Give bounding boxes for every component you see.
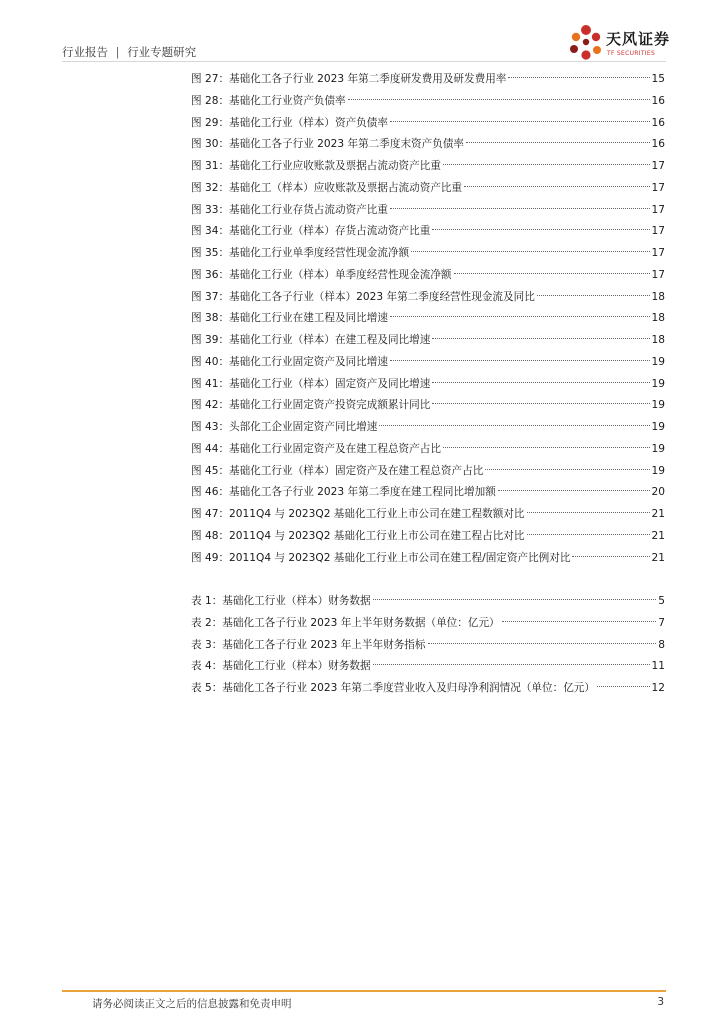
toc-entry-label: 图 45：基础化工行业（样本）固定资产及在建工程总资产占比	[191, 464, 484, 477]
toc-entry-label: 图 37：基础化工各子行业（样本）2023 年第二季度经营性现金流及同比	[191, 290, 535, 303]
dot-leader	[373, 587, 657, 600]
header-separator: |	[115, 45, 120, 59]
toc-entry-label: 图 40：基础化工行业固定资产及同比增速	[191, 355, 388, 368]
dot-leader	[432, 326, 649, 339]
dot-leader	[572, 544, 649, 557]
toc-entry-label: 图 46：基础化工各子行业 2023 年第二季度在建工程同比增加额	[191, 486, 496, 499]
dot-leader	[443, 435, 650, 448]
toc-entry-page: 17	[651, 247, 665, 259]
toc-entry-page: 8	[658, 638, 665, 651]
toc-entry-label: 表 5：基础化工各子行业 2023 年第二季度营业收入及归母净利润情况（单位：亿元）	[191, 682, 595, 694]
toc-entry-label: 图 48：2011Q4 与 2023Q2 基础化工行业上市公司在建工程占比对比	[191, 529, 525, 542]
dot-leader	[432, 391, 649, 404]
toc-entry-label: 图 29：基础化工行业（样本）资产负债率	[191, 116, 388, 129]
toc-entry-page: 16	[651, 116, 665, 129]
toc-entry-page: 19	[651, 377, 665, 390]
toc-entry-label: 图 28：基础化工行业资产负债率	[191, 94, 346, 107]
toc-entry-label: 表 4：基础化工行业（样本）财务数据	[191, 660, 371, 673]
toc-entry-page: 12	[651, 682, 665, 694]
figure-list	[191, 69, 665, 569]
tf-securities-logo	[566, 22, 676, 64]
dot-leader	[443, 152, 650, 165]
toc-entry-label: 图 39：基础化工行业（样本）在建工程及同比增速	[191, 334, 431, 346]
toc-entry-page: 17	[651, 268, 665, 281]
toc-entry-page: 21	[651, 551, 665, 564]
toc-entry-page: 19	[651, 399, 665, 412]
toc-entry-label: 图 35：基础化工行业单季度经营性现金流净额	[191, 247, 410, 259]
dot-leader	[390, 348, 650, 361]
dot-leader	[498, 478, 650, 491]
dot-leader	[390, 109, 650, 122]
toc-entry-page: 19	[651, 355, 665, 368]
toc-entry-label: 图 34：基础化工行业（样本）存货占流动资产比重	[191, 225, 431, 238]
dot-leader	[432, 217, 649, 230]
toc-entry-page: 15	[651, 73, 665, 85]
toc-entry-label: 图 33：基础化工行业存货占流动资产比重	[191, 203, 388, 216]
toc-entry-label: 图 41：基础化工行业（样本）固定资产及同比增速	[191, 377, 431, 390]
report-category: 行业报告	[62, 45, 108, 59]
toc-entry-page: 19	[651, 442, 665, 455]
header-divider	[62, 61, 666, 62]
table-toc-entry[interactable]	[191, 678, 665, 700]
dot-leader	[466, 130, 650, 143]
dot-leader	[373, 652, 650, 665]
toc-entry-label: 表 3：基础化工各子行业 2023 年上半年财务指标	[191, 638, 426, 651]
footer-divider	[62, 990, 666, 992]
dot-leader	[508, 65, 649, 78]
dot-leader	[527, 522, 650, 535]
toc-entry-page: 16	[651, 138, 665, 151]
toc-entry-page: 18	[651, 312, 665, 325]
table-list	[191, 591, 665, 700]
dot-leader	[428, 631, 657, 644]
dot-leader	[485, 457, 649, 470]
logo-flower-icon	[566, 22, 606, 64]
toc-entry-page: 17	[651, 203, 665, 216]
toc-entry-page: 5	[658, 595, 665, 607]
logo-name-cn: 天风证券	[606, 30, 671, 48]
toc-entry-page: 18	[651, 290, 665, 303]
figure-toc-entry[interactable]	[191, 548, 665, 570]
logo-name-en: TF SECURITIES	[607, 50, 656, 57]
toc-entry-page: 18	[651, 334, 665, 346]
toc-entry-page: 11	[651, 660, 665, 673]
table-toc-entry[interactable]	[191, 656, 665, 678]
toc-entry-label: 表 1：基础化工行业（样本）财务数据	[191, 595, 371, 607]
toc-entry-label: 图 43：头部化工企业固定资产同比增速	[191, 421, 378, 433]
toc-entry-page: 17	[651, 225, 665, 238]
toc-entry-page: 17	[651, 160, 665, 172]
toc-entry-label: 图 32：基础化工（样本）应收账款及票据占流动资产比重	[191, 181, 463, 194]
toc-entry-label: 图 47：2011Q4 与 2023Q2 基础化工行业上市公司在建工程数额对比	[191, 508, 525, 520]
report-header	[62, 44, 196, 60]
toc-entry-label: 表 2：基础化工各子行业 2023 年上半年财务数据（单位：亿元）	[191, 616, 500, 629]
dot-leader	[464, 174, 649, 187]
toc-entry-label: 图 30：基础化工各子行业 2023 年第二季度末资产负债率	[191, 138, 465, 151]
dot-leader	[348, 87, 650, 100]
dot-leader	[411, 239, 649, 252]
toc-entry-label: 图 42：基础化工行业固定资产投资完成额累计同比	[191, 399, 431, 412]
toc-entry-page: 16	[651, 94, 665, 107]
toc-entry-page: 19	[651, 464, 665, 477]
dot-leader	[537, 283, 650, 296]
dot-leader	[432, 370, 649, 383]
toc-entry-label: 图 49：2011Q4 与 2023Q2 基础化工行业上市公司在建工程/固定资产比例对比	[191, 551, 571, 564]
toc-entry-page: 7	[658, 616, 665, 629]
toc-entry-page: 21	[651, 529, 665, 542]
toc-entry-label: 图 44：基础化工行业固定资产及在建工程总资产占比	[191, 442, 441, 455]
toc-entry-label: 图 38：基础化工行业在建工程及同比增速	[191, 312, 388, 325]
toc-entry-label: 图 27：基础化工各子行业 2023 年第二季度研发费用及研发费用率	[191, 73, 507, 85]
toc-entry-page: 21	[651, 508, 665, 520]
dot-leader	[597, 674, 650, 687]
toc-entry-label: 图 31：基础化工行业应收账款及票据占流动资产比重	[191, 160, 441, 172]
dot-leader	[390, 304, 650, 317]
toc-entry-label: 图 36：基础化工行业（样本）单季度经营性现金流净额	[191, 268, 452, 281]
page-number: 3	[657, 996, 664, 1008]
dot-leader	[502, 609, 657, 622]
dot-leader	[390, 196, 650, 209]
toc-entry-page: 19	[651, 421, 665, 433]
dot-leader	[379, 413, 649, 426]
dot-leader	[454, 261, 650, 274]
toc-entry-page: 17	[651, 181, 665, 194]
footer-disclaimer: 请务必阅读正文之后的信息披露和免责申明	[92, 998, 292, 1010]
toc-entry-page: 20	[651, 486, 665, 499]
report-subcategory: 行业专题研究	[127, 45, 197, 59]
dot-leader	[527, 500, 650, 513]
